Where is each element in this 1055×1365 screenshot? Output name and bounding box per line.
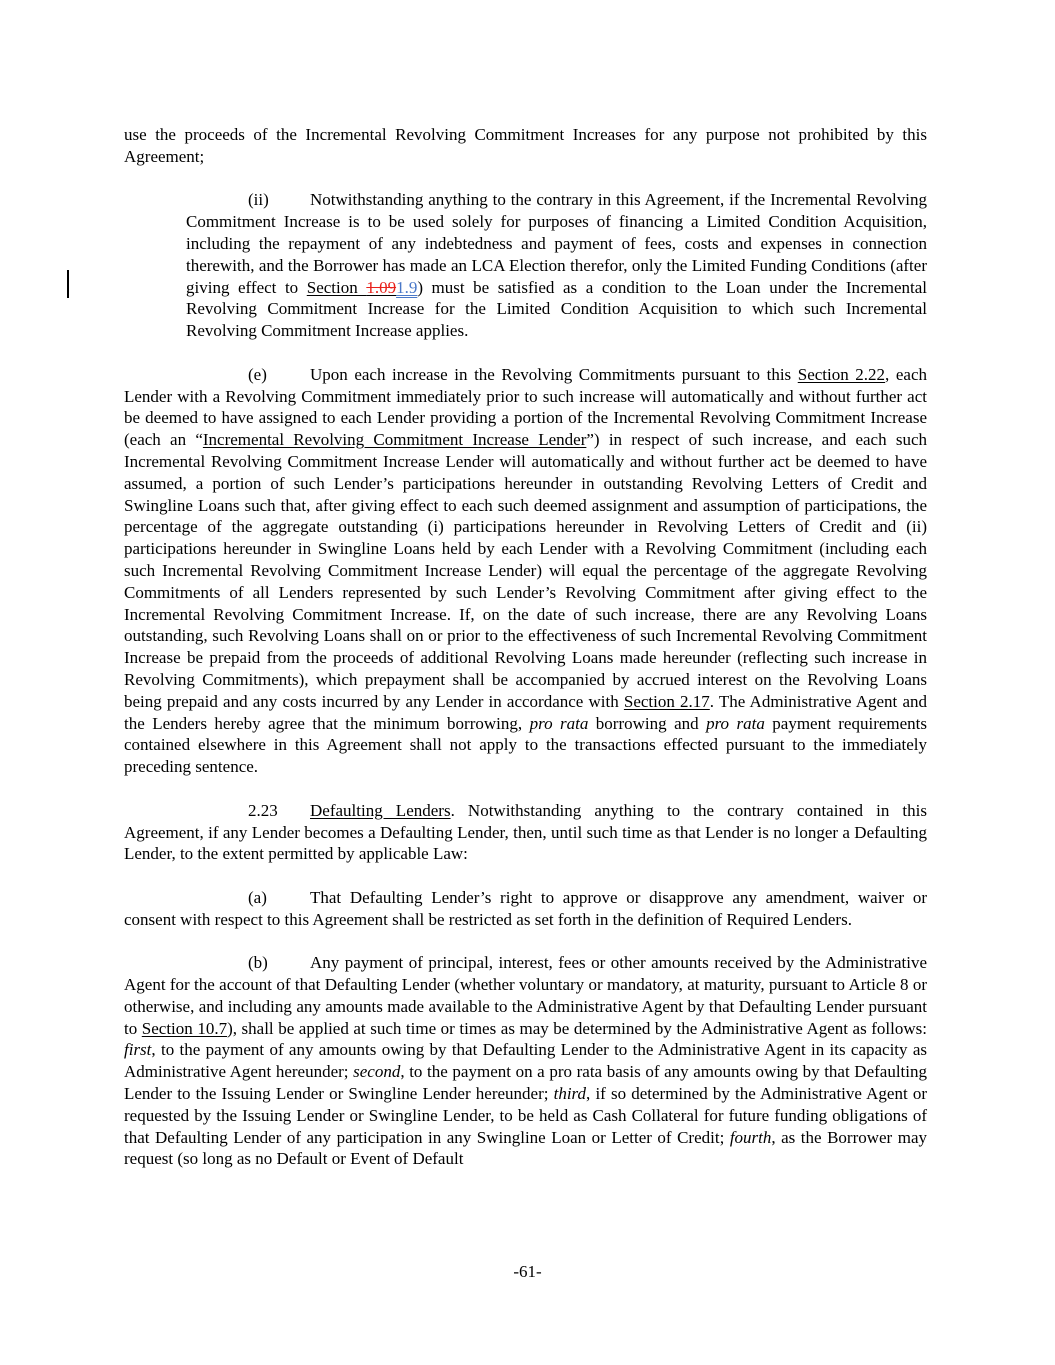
page-number: -61- (513, 1262, 542, 1281)
paragraph-a: (a) That Defaulting Lender’s right to approve or disapprove any amendment, waiver or consent with respect to this Agreement shall be restricted as set forth in the definition of Required Lenders. (124, 887, 927, 929)
section-reference[interactable]: Section 1.091.9 (306, 277, 418, 297)
section-number: 2.23 (248, 800, 278, 820)
section-reference[interactable]: Section 2.22 (797, 364, 886, 384)
italic-term: fourth (729, 1127, 772, 1147)
inserted-text: 1.9 (396, 277, 418, 297)
section-2-23: 2.23 Defaulting Lenders. Notwithstanding anything to the contrary contained in this Agreement, if any Lender becomes a Defaulting Lender, then, until such time as that Lender is no longer a Defaulting Lender, to the extent permitted by applicable Law: (124, 800, 927, 864)
paragraph-ii: (ii) Notwithstanding anything to the contrary in this Agreement, if the Incremental Revolving Commitment Increase is to be used solely for purposes of financing a Limited Condition Acquisition, including the repayment of any indebtedness and payment of fees, costs and expenses in connection therewith, and the Borrower has made an LCA Election therefor, only the Limited Funding Conditions (after giving effect to Section 1.091.9) must be satisfied as a condition to the Loan under the Incremental Revolving Commitment Increase for the Limited Condition Acquisition to which such Incremental Revolving Commitment Increase applies. (186, 190, 927, 341)
italic-term: third (553, 1084, 587, 1104)
italic-term: pro rata (529, 713, 589, 733)
paragraph-number: (a) (248, 887, 267, 907)
intro-paragraph: use the proceeds of the Incremental Revolving Commitment Increases for any purpose not prohibited by this Agreement; (124, 125, 927, 166)
paragraph-number: (ii) (248, 190, 269, 210)
italic-term: pro rata (706, 713, 765, 733)
deleted-text: 1.09 (366, 277, 397, 297)
defined-term: Incremental Revolving Commitment Increase Lender (202, 430, 587, 450)
italic-term: first (124, 1040, 152, 1060)
section-reference[interactable]: Section 2.17 (623, 691, 710, 711)
section-reference[interactable]: Section 10.7 (141, 1018, 228, 1038)
italic-term: second (353, 1062, 401, 1082)
document-page (124, 124, 927, 1170)
paragraph-e: (e) Upon each increase in the Revolving Commitments pursuant to this Section 2.22, each Lender with a Revolving Commitment immediately prior to such increase will automatically and without further act be deemed to have assigned to each Lender providing a portion of the Incremental Revolving Commitment Increase (each an “Incremental Revolving Commitment Increase Lender”) in respect of such increase, and each such Incremental Revolving Commitment Increase Lender will automatically and without further act be deemed to have assumed, a portion of such Lender’s participations hereunder in outstanding Revolving Letters of Credit and Swingline Loans such that, after giving effect to each such deemed assignment and assumption of participations, the percentage of the aggregate outstanding (i) participations hereunder in Revolving Letters of Credit and (ii) participations hereunder in Swingline Loans held by each Lender with a Revolving Commitment (including each such Incremental Revolving Commitment Increase Lender) will equal the percentage of the aggregate Revolving Commitments of all Lenders represented by such Lender’s Revolving Commitment after giving effect to the Incremental Revolving Commitment Increase. If, on the date of such increase, there are any Revolving Loans outstanding, such Revolving Loans shall on or prior to the effectiveness of such Incremental Revolving Commitment Increase be prepaid from the proceeds of additional Revolving Loans made hereunder (reflecting such increase in Revolving Commitments), which prepayment shall be accompanied by accrued interest on the Revolving Loans being prepaid and any costs incurred by any Lender in accordance with Section 2.17. The Administrative Agent and the Lenders hereby agree that the minimum borrowing, pro rata borrowing and pro rata payment requirements contained elsewhere in this Agreement shall not apply to the transactions effected pursuant to the immediately preceding sentence. (124, 364, 928, 777)
section-heading: Defaulting Lenders (310, 800, 451, 820)
paragraph-number: (e) (248, 364, 267, 384)
change-bar (67, 270, 69, 298)
paragraph-b: (b) Any payment of principal, interest, fees or other amounts received by the Administrative Agent for the account of that Defaulting Lender (whether voluntary or mandatory, at maturity, pursuant to Article 8 or otherwise, and including any amounts made available to the Administrative Agent by that Defaulting Lender pursuant to Section 10.7), shall be applied at such time or times as may be determined by the Administrative Agent as follows: first, to the payment of any amounts owing by that Defaulting Lender to the Administrative Agent in its capacity as Administrative Agent hereunder; second, to the payment on a pro rata basis of any amounts owing by that Defaulting Lender to the Issuing Lender or Swingline Lender hereunder; third, if so determined by the Administrative Agent or requested by the Issuing Lender or Swingline Lender, to be held as Cash Collateral for future funding obligations of that Defaulting Lender of any participation in any Swingline Loan or Letter of Credit; fourth, as the Borrower may request (so long as no Default or Event of Default (124, 953, 928, 1169)
paragraph-number: (b) (248, 953, 268, 973)
